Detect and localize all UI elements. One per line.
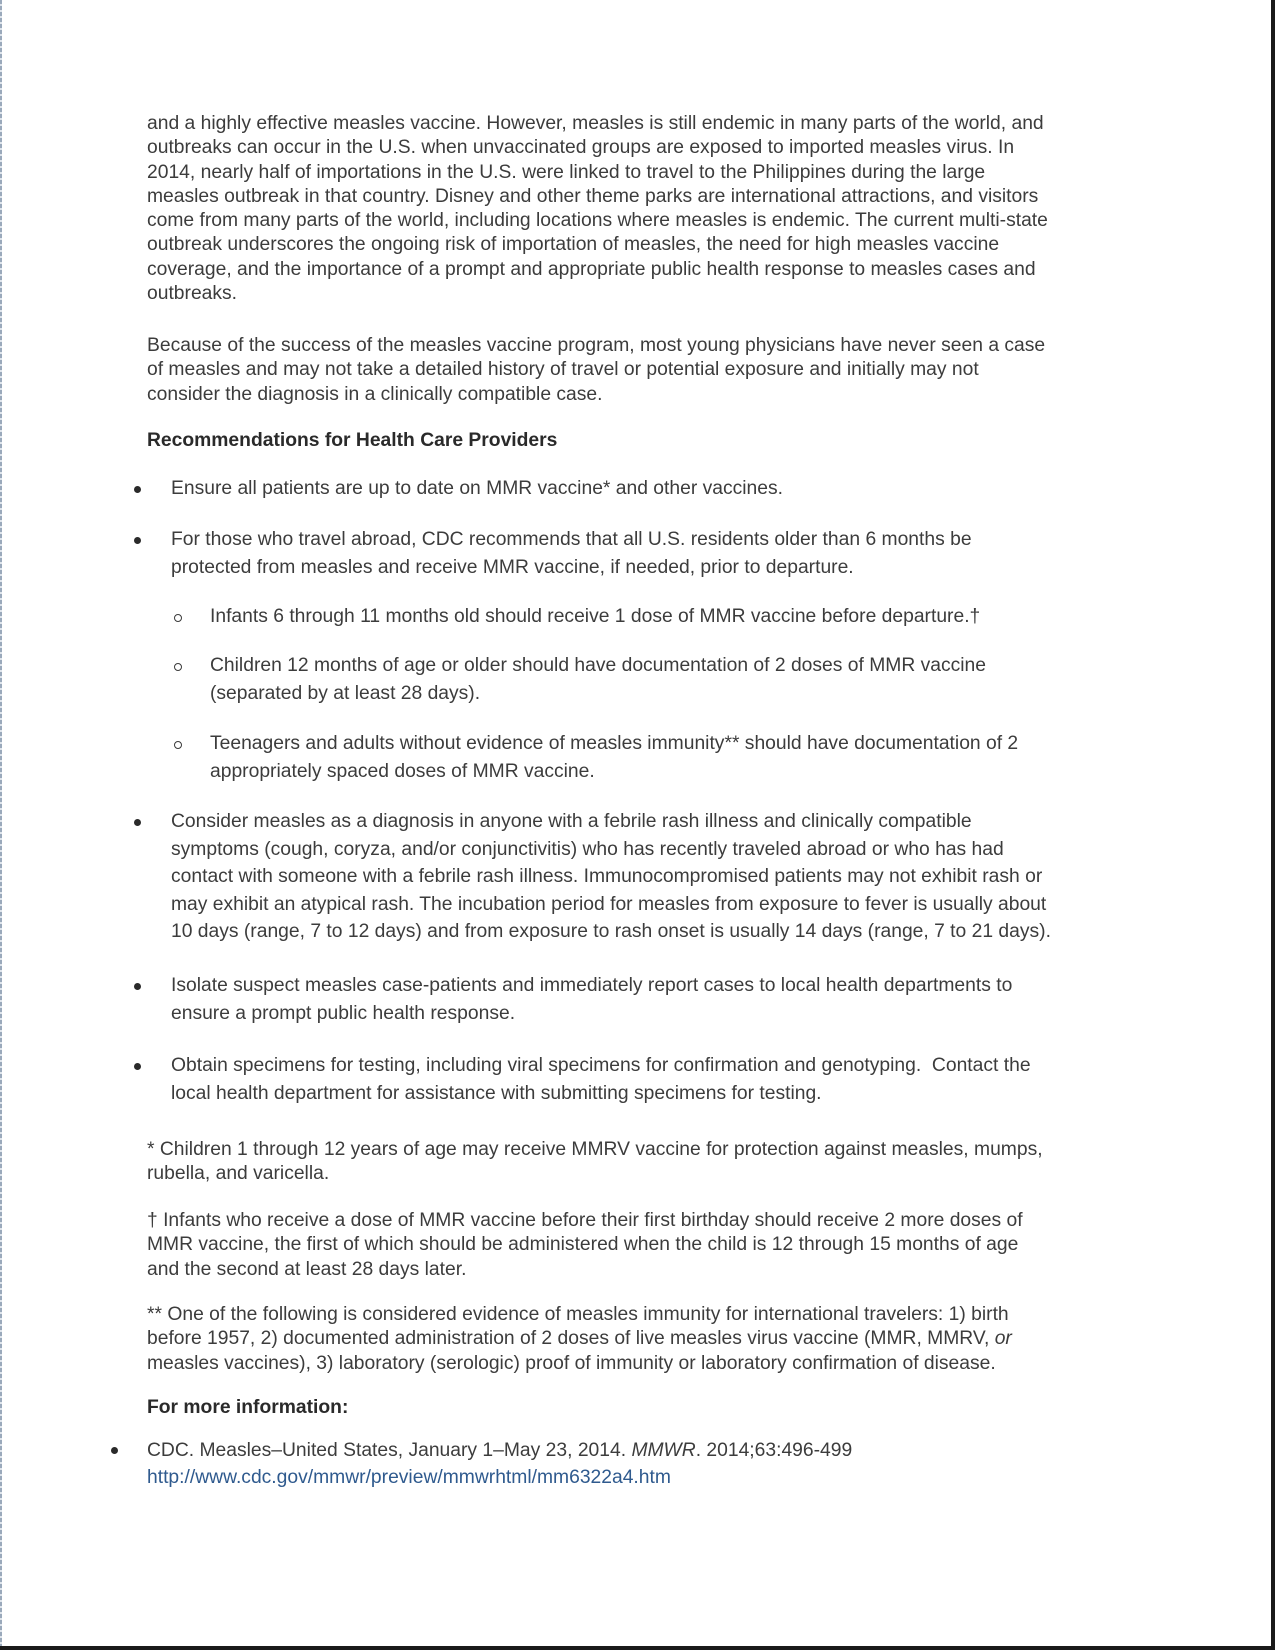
hollow-bullet-icon [172, 652, 188, 679]
footnote-dagger [147, 1209, 1127, 1282]
text-line: MMR vaccine, the first of which should be administered when the child is 12 through 15 months of age [147, 1234, 1019, 1256]
text-line: * Children 1 through 12 years of age may receive MMRV vaccine for protection against measles, mumps, [147, 1139, 1043, 1160]
text-line: outbreaks can occur in the U.S. when unvaccinated groups are exposed to imported measles virus. In [147, 137, 1015, 159]
recommendation-text: Obtain specimens for testing, including viral specimens for confirmation and genotyping. Contact the local health department for assistance with submitting specimens for testing. [171, 1055, 1031, 1104]
text-line: and a highly effective measles vaccine. However, measles is still endemic in many parts of the world, and [147, 113, 1044, 134]
hollow-bullet-icon [172, 730, 188, 757]
bullet-icon [106, 1437, 126, 1463]
hollow-bullet-icon [172, 603, 188, 630]
text-line: 2014, nearly half of importations in the U.S. were linked to travel to the Philippines during the large [147, 161, 986, 183]
page-left-edge [0, 0, 2, 1650]
physicians-paragraph [147, 334, 1127, 407]
text-line: coverage, and the importance of a prompt and appropriate public health response to measles cases and [147, 258, 1036, 280]
text-line: ** One of the following is considered evidence of measles immunity for international travelers: 1) birth [147, 1304, 1009, 1325]
text-line: measles vaccines), 3) laboratory (serologic) proof of immunity or laboratory confirmation of disease. [147, 1352, 996, 1374]
text-line: rubella, and varicella. [147, 1163, 330, 1185]
recommendation-text: For those who travel abroad, CDC recommends that all U.S. residents older than 6 months be protected from measles and receive MMR vaccine, if needed, prior to departure. [171, 529, 972, 578]
recommendation-text: Ensure all patients are up to date on MMR vaccine* and other vaccines. [171, 478, 783, 499]
text-line: come from many parts of the world, including locations where measles is endemic. The current multi-state [147, 210, 1048, 232]
sub-item-text: Children 12 months of age or older should have documentation of 2 doses of MMR vaccine (separated by at least 28 days). [210, 655, 986, 704]
text-line: and the second at least 28 days later. [147, 1258, 467, 1280]
reference-text [147, 1437, 1097, 1491]
more-info-heading: For more information: [147, 1397, 349, 1418]
reference-citation: CDC. Measles–United States, January 1–May 23, 2014. MMWR. 2014;63:496-499 [147, 1440, 853, 1461]
text-line: before 1957, 2) documented administration of 2 doses of live measles virus vaccine (MMR, MMRV, or [147, 1328, 1012, 1350]
reference-link[interactable]: http://www.cdc.gov/mmwr/preview/mmwrhtml/mm6322a4.htm [147, 1467, 671, 1488]
text-line: Because of the success of the measles vaccine program, most young physicians have never seen a case [147, 335, 1046, 356]
text-line: † Infants who receive a dose of MMR vaccine before their first birthday should receive 2 more doses of [147, 1210, 1023, 1231]
text-line: measles outbreak in that country. Disney and other theme parks are international attractions, and visitors [147, 185, 1039, 207]
intro-paragraph [147, 112, 1127, 306]
recommendation-text: Isolate suspect measles case-patients and immediately report cases to local health departments to ensure a prompt public health response. [171, 975, 1013, 1024]
text-line: consider the diagnosis in a clinically compatible case. [147, 383, 603, 405]
text-line: outbreaks. [147, 283, 238, 305]
sub-item-text: Infants 6 through 11 months old should receive 1 dose of MMR vaccine before departure.† [210, 606, 981, 627]
footnote-double-asterisk [147, 1303, 1127, 1376]
sub-item-text: Teenagers and adults without evidence of measles immunity** should have documentation of 2 appropriately spaced doses of MMR vaccine. [210, 733, 1019, 782]
recommendation-text: Consider measles as a diagnosis in anyone with a febrile rash illness and clinically compatible symptoms (cough, coryza, and/or conjunctivitis) who has recently traveled abroad or who has had contact with someone with a febrile rash illness. Immunocompromised patients may not exhibit rash or may exhibit an atypical rash. The incubation period for measles from exposure to fever is usually about 10 days (range, 7 to 12 days) and from exposure to rash onset is usually 14 days (range, 7 to 21 days). [171, 811, 1051, 942]
text-line: outbreak underscores the ongoing risk of importation of measles, the need for high measles vaccine [147, 234, 1000, 256]
recommendations-heading: Recommendations for Health Care Providers [147, 430, 558, 451]
footnote-asterisk [147, 1138, 1127, 1187]
page-right-border [1271, 0, 1275, 1650]
page-bottom-border [0, 1646, 1275, 1650]
text-line: of measles and may not take a detailed history of travel or potential exposure and initially may not [147, 359, 979, 381]
